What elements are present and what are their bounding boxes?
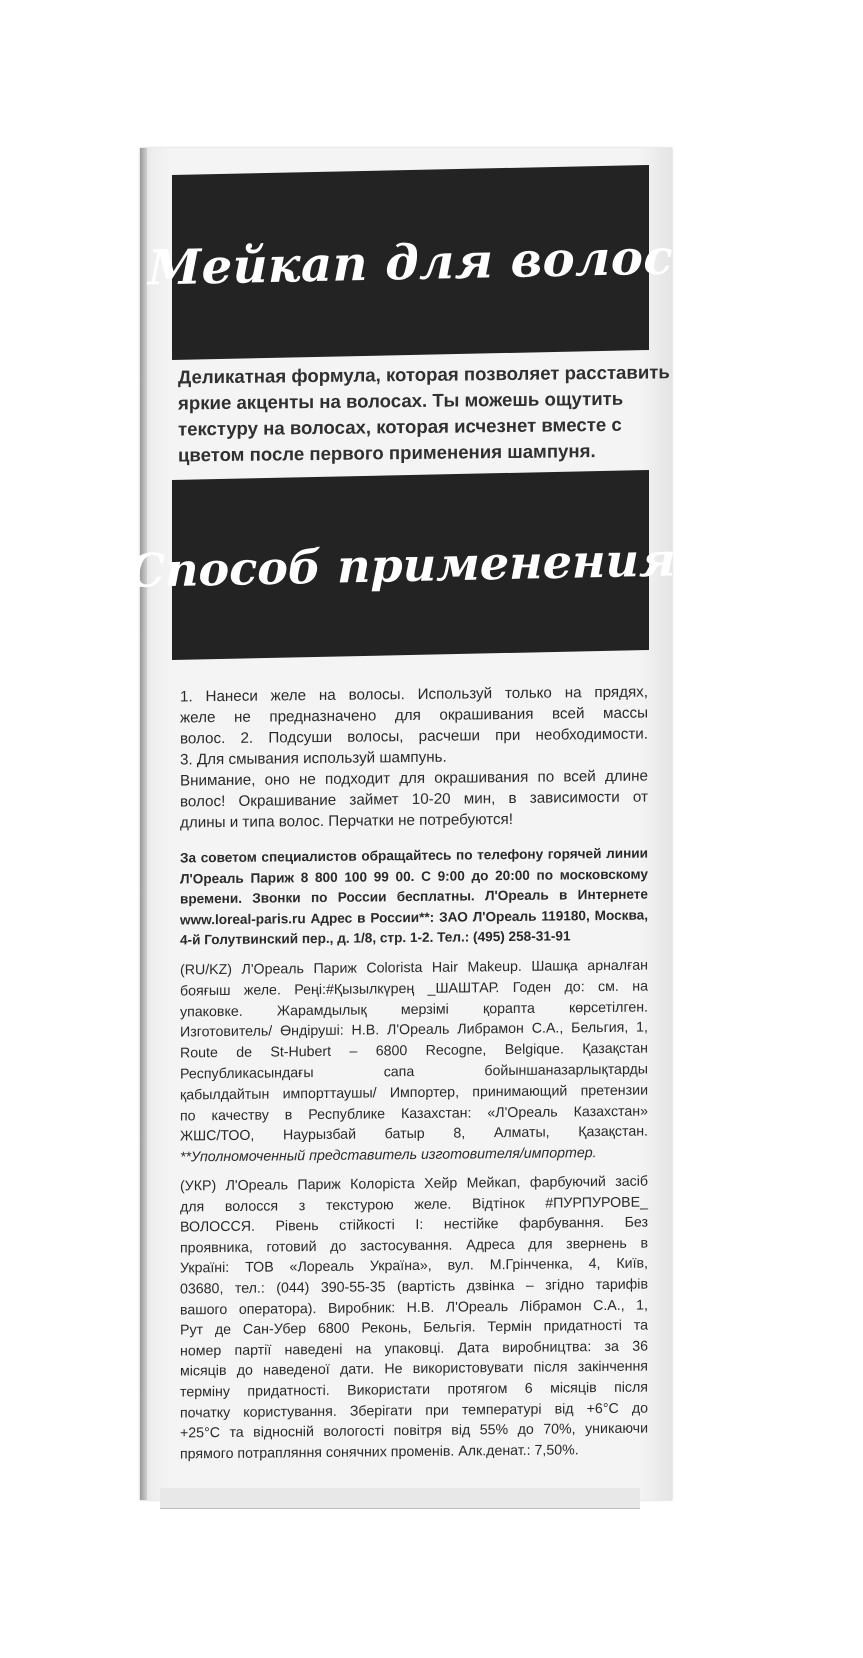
intro-line: текстуру на волосах, которая исчезнет вместе с xyxy=(178,413,622,440)
ukr-line: (УКР) Л'Ореаль Париж Колорiста Хейр Мейкап, фарбуючий засiб xyxy=(180,1173,648,1195)
usage-line: длины и типа волос. Перчатки не потребуются! xyxy=(180,810,513,832)
usage-heading-text: Способ применения: xyxy=(128,532,693,598)
ukr-line: термiну придатностi. Використати протягом 6 мiсяцiв пiсля xyxy=(180,1379,648,1401)
intro-line: яркие акценты на волосах. Ты можешь ощутить xyxy=(178,387,624,414)
kz-line: по качеству в Республике Казахстан: «Л'Ореаль Казахстан» xyxy=(180,1103,648,1125)
box-bottom-flap xyxy=(160,1488,640,1509)
usage-line: 3. Для смывания используй шампунь. xyxy=(180,748,447,769)
usage-line: волос. 2. Подсуши волосы, расчеши при необходимости. xyxy=(180,725,648,748)
ukr-line: Рут де Сан-Убер 6800 Реконь, Бельгiя. Термiн придатностi та xyxy=(180,1317,648,1339)
box-side-edge xyxy=(140,148,147,1500)
ukr-line: для волосся з текстурою желе. Вiдтiнок #ПУРПУРОВЕ_ xyxy=(180,1194,648,1216)
hotline-line: www.loreal-paris.ru Адрес в России**: ЗАО Л'Ореаль 119180, Москва, xyxy=(180,907,648,928)
hotline-line: времени. Звонки по России бесплатны. Л'Ореаль в Интернете xyxy=(180,886,648,907)
ukr-line: ВОЛОССЯ. Рiвень стiйкостi I: нестiйке фарбування. Без xyxy=(180,1214,648,1236)
usage-line: волос! Окрашивание займет 10-20 мин, в зависимости от xyxy=(180,788,648,811)
usage-line: Внимание, оно не подходит для окрашивания по всей длине xyxy=(180,767,648,790)
ukr-line: +25°C та вiдноснiй вологостi повiтря вiд 55% до 70%, уникаючи xyxy=(180,1420,648,1442)
kz-line: Республикасындағы сапа бойыншаназарлықтарды xyxy=(180,1061,648,1083)
kz-line: Изготовитель/ Өндіруші: Н.В. Л'Ореаль Либрамон С.А., Бельгия, 1, xyxy=(180,1019,648,1041)
ukr-line: номер партiї наведенi на упаковцi. Дата виробництва: за 36 xyxy=(180,1338,648,1360)
usage-line: желе не предназначено для окрашивания всей массы xyxy=(180,704,648,727)
hotline-line: 4-й Голутвинский пер., д. 1/8, стр. 1-2. Тел.: (495) 258-31-91 xyxy=(180,928,571,948)
usage-heading-banner xyxy=(128,470,693,660)
ukr-line: вашого оператора). Виробник: Н.В. Л'Ореаль Лiбрамон С.А., 1, xyxy=(180,1297,648,1319)
ukr-line: 03680, тел.: (044) 390-55-35 (вартiсть дзвiнка – згiдно тарифiв xyxy=(180,1276,648,1298)
ukr-legal-text xyxy=(180,1172,648,1465)
kz-line: упаковке. Жарамдылық мерзімі қорапта көрсетілген. xyxy=(180,999,648,1021)
kz-legal-text xyxy=(180,956,648,1169)
ukr-line: мiсяцiв до наведеної дати. Не використовувати пiсля закiнчення xyxy=(180,1358,648,1380)
intro-line: цветом после первого применения шампуня. xyxy=(178,440,596,466)
intro-line: Деликатная формула, которая позволяет расставить xyxy=(178,361,670,388)
hotline-line: Л'Ореаль Париж 8 800 100 99 00. С 9:00 до 20:00 по московскому xyxy=(180,866,648,887)
kz-footnote: **Уполномоченный представитель изготовителя/импортер. xyxy=(180,1145,597,1166)
kz-line: бояғыш желе. Реңі:#Қызылкүрең _ШАШТАР. Годен до: см. на xyxy=(180,978,648,1000)
kz-line: ЖШС/ТОО, Наурызбай батыр 8, Алматы, Қазақстан. xyxy=(180,1123,648,1145)
kz-line: (RU/KZ) Л'Ореаль Париж Colorista Hair Makeup. Шашқа арналған xyxy=(180,957,648,979)
hotline-info xyxy=(180,844,648,952)
usage-instructions xyxy=(180,682,648,834)
ukr-line: проявника, готовий до застосування. Адреса для звернень в xyxy=(180,1235,648,1257)
ukr-line: початку користування. Зберiгати при температурi вiд +6°C до xyxy=(180,1400,648,1421)
title-text: Мейкап для волос xyxy=(147,229,674,296)
kz-line: Route de St-Hubert – 6800 Recogne, Belgique. Қазақстан xyxy=(180,1040,648,1062)
usage-line: 1. Нанеси желе на волосы. Используй только на прядях, xyxy=(180,683,648,706)
intro-paragraph xyxy=(178,360,670,469)
ukr-line: прямого потрапляння сонячних променiв. Алк.денат.: 7,50%. xyxy=(180,1441,579,1463)
ukr-line: Українi: ТОВ «Лореаль Україна», вул. М.Грiнченка, 4, Київ, xyxy=(180,1255,648,1277)
title-banner xyxy=(147,165,674,360)
kz-line: қабылдайтын импорттаушы/ Импортер, принимающий претензии xyxy=(180,1082,648,1104)
hotline-line: За советом специалистов обращайтесь по телефону горячей линии xyxy=(180,845,648,866)
